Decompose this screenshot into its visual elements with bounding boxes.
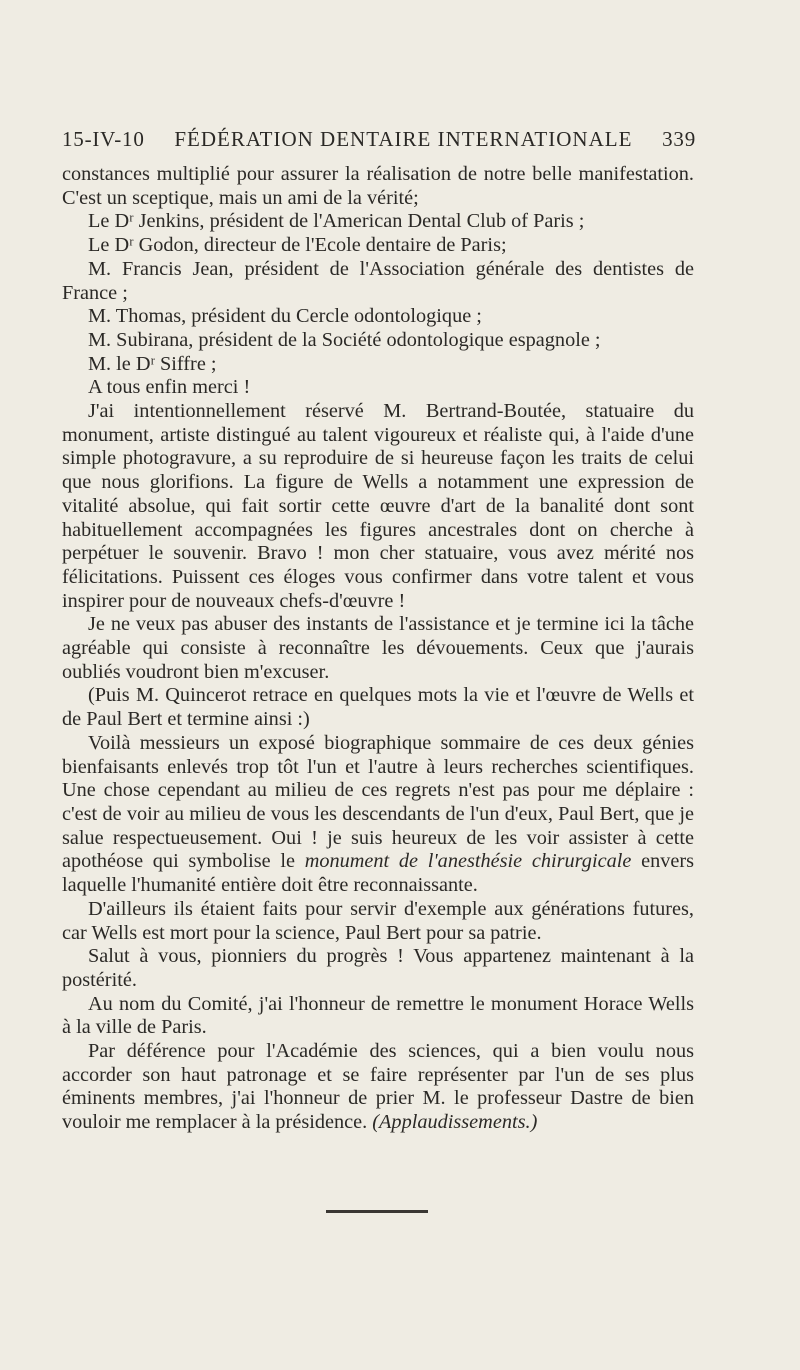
paragraph-10: Je ne veux pas abuser des instants de l'assistance et je termine ici la tâche agréable qui consiste à reconnaître les dévouements. Ceux que j'aurais oubliés voudront bien m'excuser. (62, 613, 694, 683)
paragraph-16-part-1: Par déférence pour l'Académie des sciences, qui a bien voulu nous accorder son haut patronage et se faire représenter par l'un de ses plus éminents membres, j'ai l'honneur de prier M. le professeur Dastre de bien vouloir me remplacer à la présidence. (62, 1040, 694, 1134)
paragraph-12-part-1: Voilà messieurs un exposé biographique sommaire de ces deux génies bienfaisants enlevés trop tôt l'un et l'autre à leurs recherches scientifiques. Une chose cependant au milieu de ces regrets n'est pas pour me déplaire : c'est de voir au milieu de vous les descendants de l'un d'eux, Paul Bert, que je salue respectueusement. Oui ! je suis heureux de les voir assister à cette apothéose qui symbolise le (62, 731, 694, 873)
header-date: 15-IV-10 (62, 127, 145, 151)
paragraph-12-italic-title: monument de l'anesthésie chirurgicale (304, 850, 632, 873)
paragraph-12-part-3: envers laquelle l'humanité entière doit être reconnaissante. (62, 850, 694, 897)
paragraph-5: M. Thomas, président du Cercle odontologique ; (88, 305, 482, 328)
paragraph-3: Le Dʳ Godon, directeur de l'Ecole dentaire de Paris; (88, 234, 507, 257)
paragraph-4: M. Francis Jean, président de l'Association générale des dentistes de France ; (62, 257, 694, 304)
paragraph-1: constances multiplié pour assurer la réalisation de notre belle manifestation. C'est un sceptique, mais un ami de la vérité; (62, 163, 694, 209)
paragraph-11: (Puis M. Quincerot retrace en quelques mots la vie et l'œuvre de Wells et de Paul Bert et termine ainsi :) (62, 684, 694, 731)
paragraph-6: M. Subirana, président de la Société odontologique espagnole ; (88, 328, 601, 351)
running-header (62, 124, 696, 154)
paragraph-14: Salut à vous, pionniers du progrès ! Vous appartenez maintenant à la postérité. (62, 945, 694, 991)
paragraph-2: Le Dʳ Jenkins, président de l'American Dental Club of Paris ; (88, 210, 585, 233)
body-text (62, 163, 694, 1135)
paragraph-8: A tous enfin merci ! (88, 376, 251, 399)
paragraph-15: Au nom du Comité, j'ai l'honneur de remettre le monument Horace Wells à la ville de Paris. (62, 992, 694, 1039)
end-rule-divider (326, 1210, 428, 1213)
paragraph-9: J'ai intentionnellement réservé M. Bertrand-Boutée, statuaire du monument, artiste distingué au talent vigoureux et réaliste qui, à l'aide d'une simple photogravure, a su reproduire de si heureuse façon les traits de celui que nous glorifions. La figure de Wells a notamment une expression de vitalité absolue, qui fait sortir cette œuvre d'art de la banalité dont sont habituellement accompagnées les figures ancestrales dont on cherche à perpétuer le souvenir. Bravo ! mon cher statuaire, vous avez mérité nos félicitations. Puissent ces éloges vous confirmer dans votre talent et vous inspirer pour de nouveaux chefs-d'œuvre ! (62, 400, 694, 612)
page-number: 339 (662, 127, 696, 151)
paragraph-7: M. le Dʳ Siffre ; (88, 352, 217, 375)
paragraph-13: D'ailleurs ils étaient faits pour servir d'exemple aux générations futures, car Wells est mort pour la science, Paul Bert pour sa patrie. (62, 897, 694, 944)
paragraph-16 (62, 1040, 694, 1135)
applause-note: (Applaudissements.) (372, 1111, 538, 1134)
paragraph-12 (62, 732, 694, 898)
header-title: FÉDÉRATION DENTAIRE INTERNATIONALE (174, 127, 633, 151)
